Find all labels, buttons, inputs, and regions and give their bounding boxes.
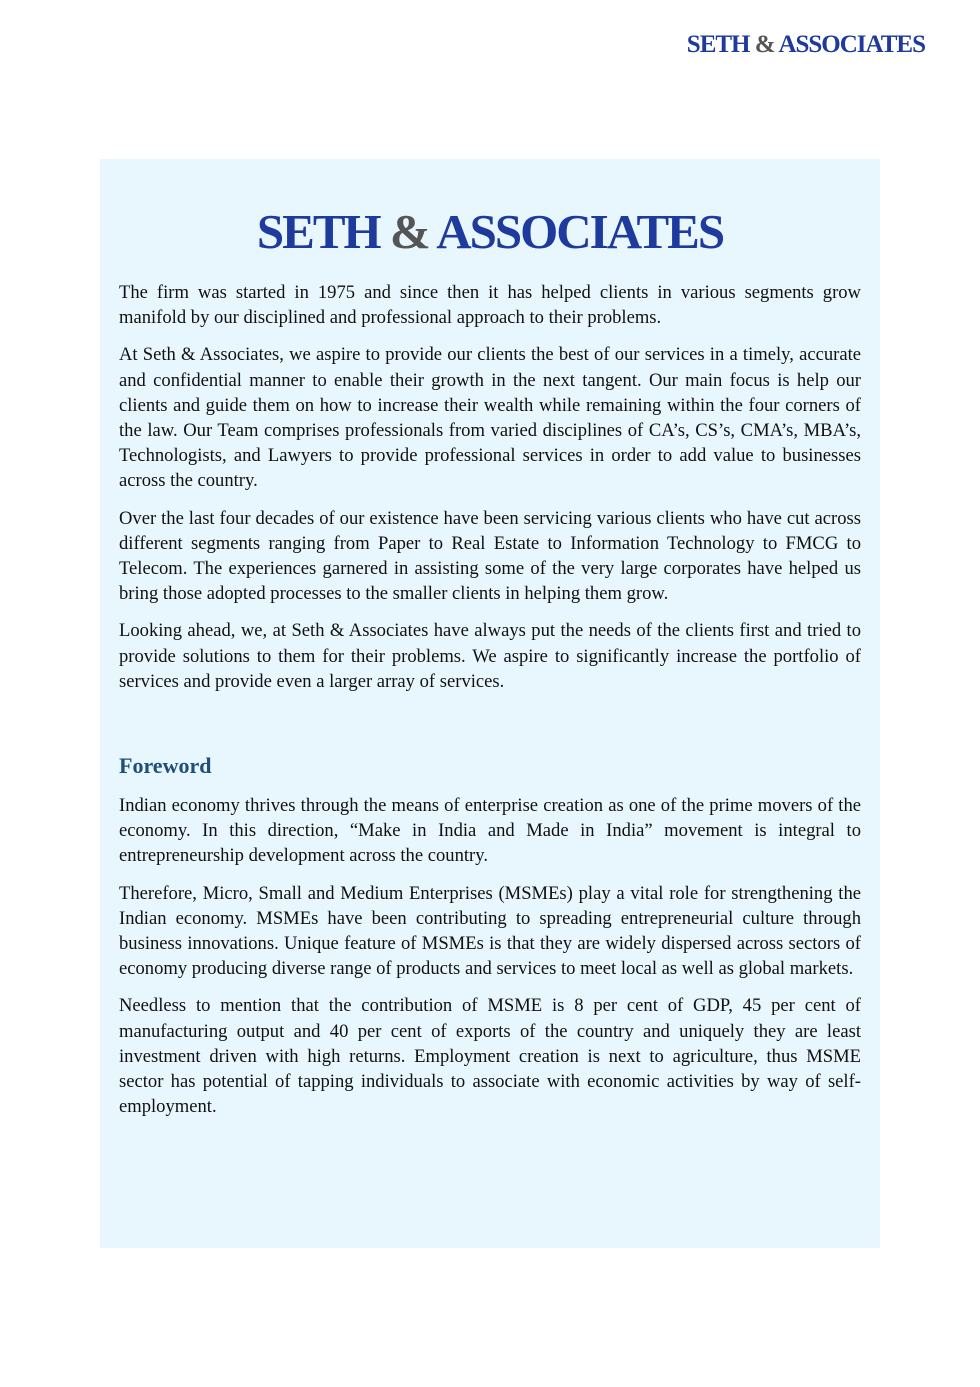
intro-paragraph: At Seth & Associates, we aspire to provide our clients the best of our services in a timely, accurate and confidential manner to enable their growth in the next tangent. Our main focus is help our clients and guide them on how to increase their wealth while remaining within the four corners of the law. Our Team comprises professionals from varied disciplines of CA’s, CS’s, CMA’s, MBA’s, Technologists, and Lawyers to provide professional services in order to add value to businesses across the country. xyxy=(119,344,861,492)
title-ampersand: & xyxy=(389,204,429,259)
page-title xyxy=(0,203,980,260)
intro-paragraph: Looking ahead, we, at Seth & Associates have always put the needs of the clients first and tried to provide solutions to them for their problems. We aspire to significantly increase the portfolio of services and provide even a larger array of services. xyxy=(119,620,861,692)
intro-paragraph: Over the last four decades of our existence have been servicing various clients who have cut across different segments ranging from Paper to Real Estate to Information Technology to FMCG to Telecom. The experiences garnered in assisting some of the very large corporates have helped us bring those adopted processes to the smaller clients in helping them grow. xyxy=(119,507,861,605)
intro-paragraph: The firm was started in 1975 and since then it has helped clients in various segments grow manifold by our disciplined and professional approach to their problems. xyxy=(119,282,861,329)
foreword-heading: Foreword xyxy=(119,753,212,779)
title-text: ASSOCIATES xyxy=(428,204,724,259)
logo-ampersand: & xyxy=(754,31,775,58)
title-text: SETH xyxy=(256,204,390,259)
logo-text: SETH xyxy=(686,31,755,58)
foreword-paragraph: Indian economy thrives through the means of enterprise creation as one of the prime movers of the economy. In this direction, “Make in India and Made in India” movement is integral to entrepreneurship development across the country. xyxy=(119,795,861,867)
foreword-paragraph: Needless to mention that the contribution of MSME is 8 per cent of GDP, 45 per cent of manufacturing output and 40 per cent of exports of the country and uniquely they are least investment driven with high returns. Employment creation is next to agriculture, thus MSME sector has potential of tapping individuals to associate with economic activities by way of self-employment. xyxy=(119,995,861,1118)
header-logo xyxy=(687,31,925,59)
foreword-paragraph: Therefore, Micro, Small and Medium Enterprises (MSMEs) play a vital role for strengthening the Indian economy. MSMEs have been contributing to spreading entrepreneurial culture through business innovations. Unique feature of MSMEs is that they are widely dispersed across sectors of economy producing diverse range of products and services to meet local as well as global markets. xyxy=(119,882,861,980)
logo-text: ASSOCIATES xyxy=(774,31,925,58)
body-content xyxy=(119,280,861,1131)
